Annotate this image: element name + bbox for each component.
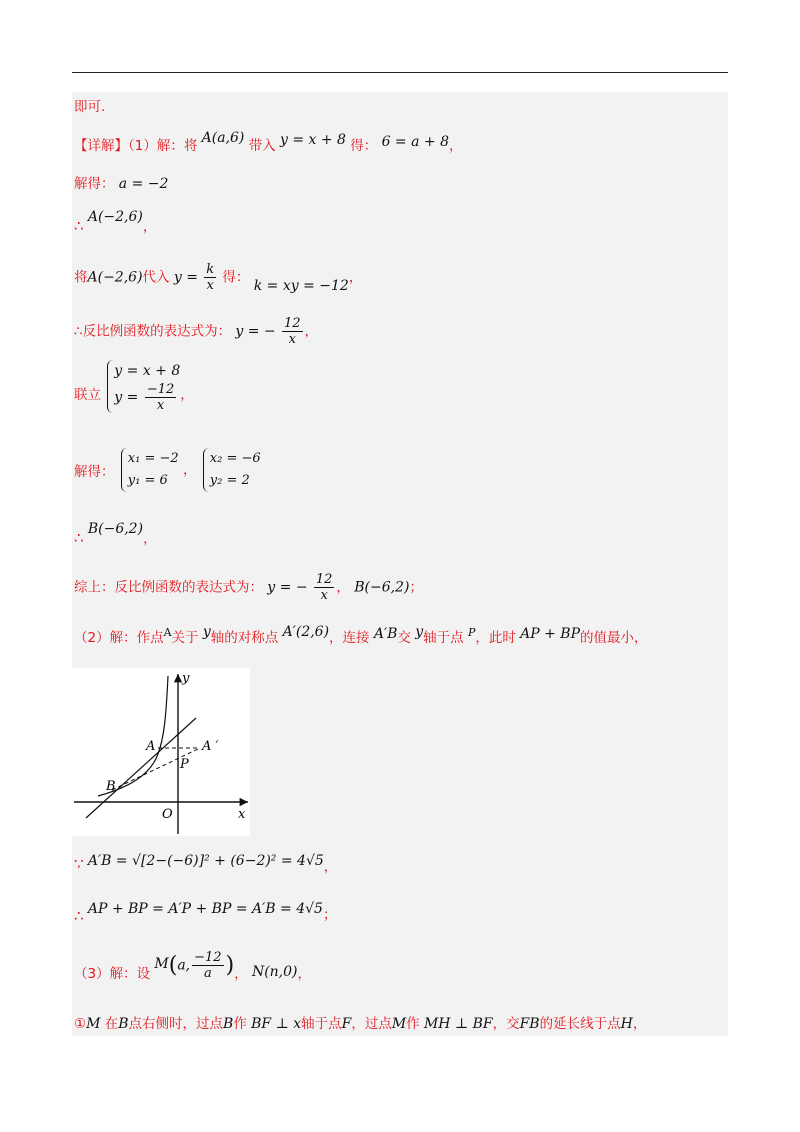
- text-fragment: 的延长线于点: [539, 1016, 621, 1032]
- math-fraction: [145, 382, 176, 413]
- solution-x2: x₂ = −6: [209, 451, 261, 466]
- equation-system: [107, 360, 180, 413]
- header-rule: [72, 72, 728, 73]
- therefore-symbol: ∴: [74, 529, 84, 547]
- math-fragment: y: [202, 624, 211, 640]
- text-fragment: 得：: [350, 138, 378, 154]
- system-equation-2: [114, 382, 180, 413]
- text-fragment: ，交: [492, 1016, 520, 1032]
- math-fragment: y: [415, 624, 424, 640]
- text-fragment: 即可.: [74, 99, 106, 115]
- text-fragment: 交: [397, 630, 411, 646]
- because-symbol: ∵: [74, 855, 84, 873]
- math-minimum-value: AP + BP = A′P + BP = A′B = 4√5: [87, 901, 323, 917]
- point-b-label: B: [106, 779, 116, 794]
- text-fragment: ；: [322, 907, 337, 923]
- axis-y-label: y: [182, 671, 190, 686]
- line-system: [74, 360, 194, 413]
- math-point-a-prime: A′(2,6): [282, 624, 330, 640]
- hyperbola-branch: [98, 676, 168, 796]
- math-fragment: MH ⊥ BF: [423, 1016, 493, 1032]
- math-fragment: BF ⊥ x: [251, 1016, 302, 1032]
- text-fragment: 在: [104, 1016, 119, 1032]
- text-fragment: ∴反比例函数的表达式为：: [74, 323, 232, 340]
- fraction-numerator: 12: [315, 572, 333, 587]
- text-fragment: 的值最小，: [580, 630, 648, 646]
- text-fragment: ，: [449, 138, 463, 154]
- math-fragment: y =: [114, 389, 139, 406]
- math-fragment: A′B: [373, 626, 398, 642]
- text-fragment: ，此时: [475, 630, 516, 646]
- text-fragment: 将: [74, 269, 88, 286]
- line-conclusion: [74, 97, 105, 117]
- text-fragment: ，: [234, 965, 248, 982]
- math-point-b: B(−6,2): [87, 521, 144, 537]
- math-distance-formula: A′B = √[2−(−6)]² + (6−2)² = 4√5: [87, 853, 324, 869]
- fraction-denominator: x: [288, 332, 296, 347]
- math-line-equation: y = x + 8: [279, 132, 346, 148]
- line-part1-intro: [74, 130, 463, 156]
- text-fragment: 作: [233, 1016, 247, 1032]
- point-a-prime-label: A ′: [202, 739, 219, 754]
- text-fragment: 综上：反比例函数的表达式为：: [74, 579, 263, 596]
- math-fragment: M: [391, 1016, 407, 1032]
- text-fragment: ，: [632, 1016, 647, 1032]
- text-fragment: 解得：: [74, 176, 115, 192]
- math-fragment: a,: [177, 957, 191, 974]
- text-fragment: ，连接: [329, 630, 370, 646]
- line-point-a: [74, 206, 157, 235]
- line-summary: [74, 572, 423, 603]
- fraction-numerator: −12: [194, 950, 222, 965]
- figure-svg: [72, 668, 250, 836]
- text-fragment: 解得：: [74, 464, 115, 480]
- math-point-b: B(−6,2): [354, 579, 410, 596]
- text-fragment: ，: [336, 579, 350, 596]
- math-fragment: F: [341, 1016, 352, 1032]
- math-fragment: y = −: [267, 579, 308, 596]
- math-fragment: B: [118, 1016, 129, 1032]
- detail-tag: 【详解】: [74, 138, 128, 154]
- line-substitute: [74, 262, 362, 293]
- text-fragment: 联立: [74, 386, 101, 403]
- math-fragment: M: [154, 955, 169, 972]
- math-fragment: A: [163, 626, 172, 639]
- text-fragment: 作: [406, 1016, 420, 1032]
- text-fragment: 得：: [222, 269, 250, 286]
- text-fragment: 轴于点: [423, 630, 464, 646]
- math-fraction: [204, 262, 216, 293]
- math-fragment: P: [467, 626, 476, 639]
- text-fragment: 轴的对称点: [210, 630, 279, 646]
- math-fragment: M: [86, 1016, 101, 1032]
- line-function-expression: [74, 316, 318, 347]
- fraction-numerator: −12: [146, 382, 175, 397]
- line-part3: （3）解：设 M(a, $\frac{-12}{a}$ )， N(n,0)，: [74, 950, 312, 982]
- solution-system-2: [203, 448, 261, 492]
- solution-y1: y₁ = 6: [127, 473, 168, 488]
- text-fragment: ，: [304, 323, 319, 340]
- text-fragment: ，: [297, 965, 312, 982]
- text-fragment: 代入: [142, 269, 170, 286]
- point-p-label: P: [180, 757, 189, 772]
- fraction-denominator: x: [156, 398, 165, 413]
- math-fraction: [282, 316, 303, 347]
- line-distance: [74, 850, 338, 875]
- text-fragment: （2）解：作点: [74, 630, 164, 646]
- text-fragment: （1）解：将: [128, 138, 198, 154]
- text-fragment: ①: [74, 1016, 87, 1032]
- axis-x-label: x: [238, 807, 246, 822]
- text-fragment: ；: [409, 579, 423, 596]
- text-fragment: 关于: [171, 630, 199, 646]
- math-fragment: FB: [519, 1016, 540, 1032]
- text-fragment: ，: [143, 531, 157, 547]
- text-fragment: ，: [182, 462, 197, 478]
- math-fraction: [314, 572, 335, 603]
- math-fragment: AP + BP: [520, 626, 581, 642]
- math-point-a: A(a,6): [201, 130, 245, 146]
- math-point-n: N(n,0): [251, 963, 298, 980]
- math-fragment: H: [620, 1016, 633, 1032]
- math-equation: 6 = a + 8: [381, 134, 449, 150]
- text-fragment: ，: [323, 859, 338, 875]
- system-equation-1: y = x + 8: [114, 363, 181, 379]
- math-point-a: A(−2,6): [87, 209, 143, 225]
- fraction-denominator: x: [206, 278, 214, 293]
- text-fragment: 点右侧时，过点: [128, 1016, 224, 1032]
- text-fragment: ，过点: [351, 1016, 392, 1032]
- therefore-symbol: ∴: [74, 907, 84, 925]
- math-fragment: y = −: [235, 323, 276, 340]
- line-case1: [74, 1014, 646, 1034]
- text-fragment: ，: [180, 386, 194, 403]
- solution-x1: x₁ = −2: [127, 451, 179, 466]
- solution-y2: y₂ = 2: [209, 473, 250, 488]
- math-a-value: a = −2: [118, 176, 169, 192]
- fraction-numerator: 12: [283, 316, 301, 331]
- line-part2: [74, 624, 648, 649]
- text-fragment: ，: [348, 269, 363, 286]
- fraction-denominator: x: [320, 588, 328, 603]
- point-a-label: A: [146, 739, 156, 754]
- math-fragment: y =: [173, 269, 198, 286]
- solution-panel: [72, 92, 728, 1036]
- line-minimum: [74, 898, 337, 925]
- origin-label: O: [162, 807, 173, 822]
- line-solve-a: [74, 174, 168, 194]
- math-k-value: k = xy = −12: [253, 277, 349, 294]
- therefore-symbol: ∴: [74, 217, 84, 235]
- fraction-numerator: k: [206, 262, 215, 277]
- line-point-b: [74, 518, 157, 547]
- coordinate-figure: [72, 668, 250, 836]
- text-fragment: 轴于点: [301, 1016, 342, 1032]
- text-fragment: ，: [142, 219, 157, 235]
- solution-system-1: [121, 448, 179, 492]
- text-fragment: （3）解：设: [74, 965, 151, 982]
- line-solutions: [74, 448, 261, 492]
- text-fragment: 带入: [248, 138, 276, 154]
- fraction-denominator: a: [203, 966, 212, 981]
- math-fraction: [192, 950, 223, 981]
- math-fragment: B: [223, 1016, 234, 1032]
- math-point-a: A(−2,6): [87, 269, 143, 286]
